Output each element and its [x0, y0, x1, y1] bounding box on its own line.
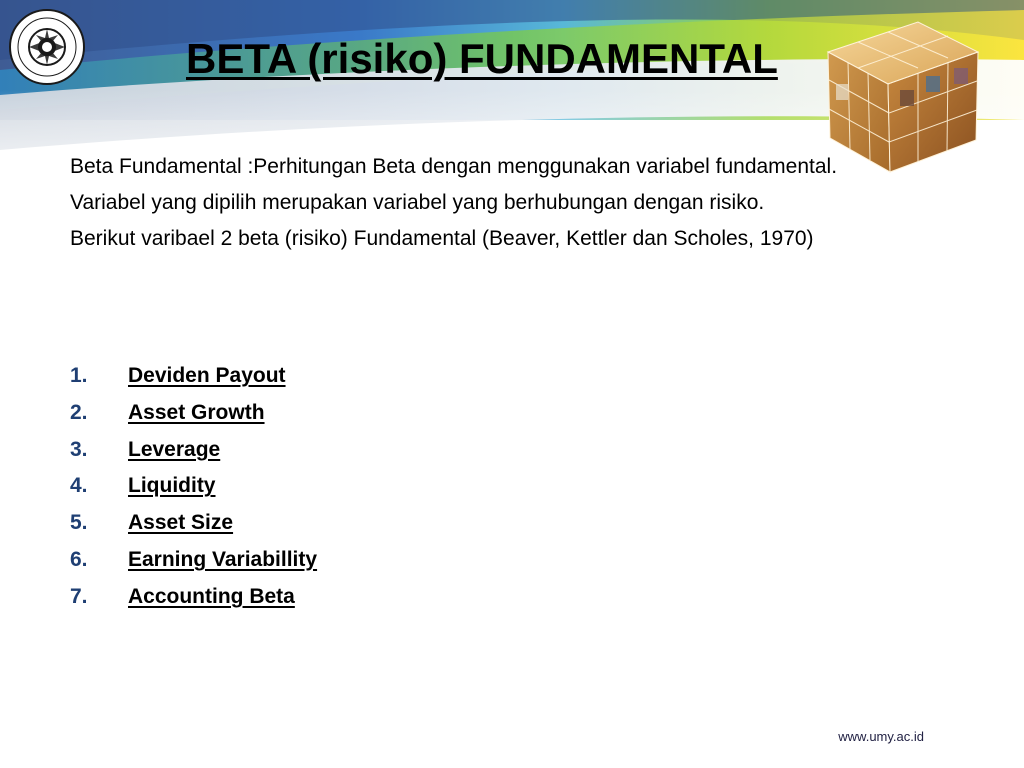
factor-link[interactable]: Deviden Payout: [128, 364, 286, 387]
intro-text-block: [70, 152, 940, 260]
list-item: [70, 470, 317, 507]
list-item: [70, 397, 317, 434]
list-item: [70, 544, 317, 581]
list-item: [70, 581, 317, 618]
factor-link[interactable]: Earning Variabillity: [128, 547, 318, 571]
factor-link[interactable]: Leverage: [128, 437, 221, 461]
intro-paragraph: Beta Fundamental :Perhitungan Beta dengan menggunakan variabel fundamental.: [70, 155, 838, 178]
factor-link[interactable]: Accounting Beta: [128, 584, 295, 608]
intro-paragraph: Variabel yang dipilih merupakan variabel yang berhubungan dengan risiko.: [70, 191, 765, 214]
list-number: 2.: [70, 400, 88, 424]
footer-url[interactable]: www.umy.ac.id: [838, 729, 924, 744]
list-item: [70, 360, 317, 397]
list-number: 6.: [70, 547, 88, 571]
slide-title: BETA (risiko) FUNDAMENTAL: [186, 35, 778, 82]
factor-link[interactable]: Asset Size: [128, 511, 234, 535]
list-number: 5.: [70, 511, 88, 535]
list-number: 4.: [70, 474, 88, 498]
list-number: 7.: [70, 584, 88, 608]
factor-link[interactable]: Asset Growth: [128, 400, 265, 424]
list-number: 1.: [70, 364, 88, 387]
fundamental-factor-list: [70, 360, 317, 618]
intro-paragraph: Berikut varibael 2 beta (risiko) Fundamental (Beaver, Kettler dan Scholes, 1970): [70, 227, 814, 250]
university-seal-icon: [8, 8, 86, 86]
list-item: [70, 507, 317, 544]
factor-link[interactable]: Liquidity: [128, 474, 216, 498]
list-item: [70, 434, 317, 471]
list-number: 3.: [70, 437, 88, 461]
